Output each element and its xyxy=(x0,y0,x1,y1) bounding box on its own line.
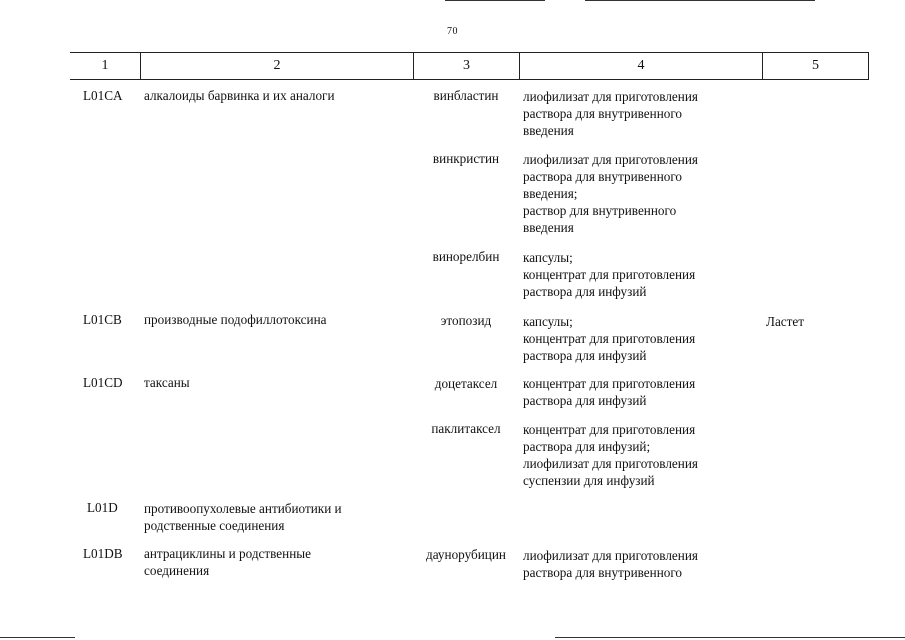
drug-name: винкристин xyxy=(432,151,500,166)
bottom-scan-line-left xyxy=(0,637,75,638)
header-col-5: 5 xyxy=(763,53,869,80)
header-col-4: 4 xyxy=(520,53,763,80)
atc-code: L01DB xyxy=(83,546,123,561)
dosage-form: лиофилизат для приготовления раствора для внутривенного xyxy=(523,548,698,580)
drug-name: доцетаксел xyxy=(434,376,498,391)
atc-code: L01D xyxy=(87,500,118,515)
dosage-form: капсулы; концентрат для приготовления раствора для инфузий xyxy=(523,250,696,299)
drug-name: винорелбин xyxy=(432,249,500,264)
header-col-3: 3 xyxy=(414,53,520,80)
header-col-1: 1 xyxy=(70,53,141,80)
atc-code: L01CD xyxy=(83,375,123,390)
atc-code: L01CA xyxy=(83,88,123,103)
atc-group-name: производные подофиллотоксина xyxy=(144,312,327,327)
top-scan-line-right xyxy=(585,0,815,1)
table-header xyxy=(70,52,869,80)
dosage-form: лиофилизат для приготовления раствора для внутривенного введения xyxy=(523,89,698,138)
atc-group-name: антрациклины и родственные соединения xyxy=(144,546,311,578)
page-number: 70 xyxy=(447,26,458,37)
drug-name: винбластин xyxy=(433,88,499,103)
drug-name: паклитаксел xyxy=(431,421,501,436)
dosage-form: концентрат для приготовления раствора для инфузий xyxy=(523,376,696,408)
atc-group-name: таксаны xyxy=(144,375,190,390)
dosage-form: концентрат для приготовления раствора для инфузий; лиофилизат для приготовления суспензии для инфузий xyxy=(523,422,698,488)
dosage-form: лиофилизат для приготовления раствора для внутривенного введения; раствор для внутривенного введения xyxy=(523,152,698,235)
header-col-2: 2 xyxy=(141,53,414,80)
note-text: Ластет xyxy=(766,314,805,329)
bottom-scan-line-right xyxy=(555,637,905,638)
atc-group-name: алкалоиды барвинка и их аналоги xyxy=(144,88,335,103)
dosage-form: капсулы; концентрат для приготовления раствора для инфузий xyxy=(523,314,696,363)
atc-group-name: противоопухолевые антибиотики и родственные соединения xyxy=(144,501,342,533)
drug-name: даунорубицин xyxy=(426,547,506,562)
atc-code: L01CB xyxy=(83,312,122,327)
top-scan-line-left xyxy=(445,0,545,1)
drug-name: этопозид xyxy=(440,313,492,328)
